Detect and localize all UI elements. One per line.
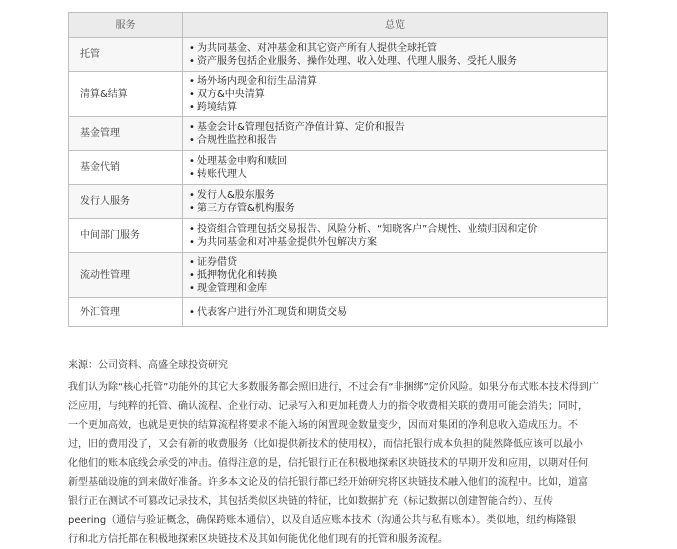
bullet-item [189, 168, 607, 181]
bullet-item [189, 42, 607, 55]
bullet-text: 第三方存管&机构服务 [197, 202, 295, 214]
table-header-row [69, 13, 608, 38]
service-overview [183, 253, 608, 298]
bullet-icon: • [189, 121, 195, 133]
service-overview [183, 219, 608, 253]
bullet-item [189, 269, 607, 282]
service-overview [183, 38, 608, 72]
bullet-item [189, 101, 607, 114]
service-name: 外汇管理 [69, 298, 183, 327]
bullet-icon: • [189, 306, 195, 318]
bullet-item [189, 155, 607, 168]
bullet-icon: • [189, 189, 195, 201]
paragraph-line: 我们认为除“核心托管”功能外的其它大多数服务都会照旧进行，不过会有“非捆绑”定价风险。如果分布式账本技术得到广 [68, 382, 599, 393]
bullet-text: 转账代理人 [197, 168, 247, 180]
bullet-icon: • [189, 101, 195, 113]
service-name: 基金代销 [69, 151, 183, 185]
bullet-item [189, 75, 607, 88]
table-row [69, 253, 608, 298]
bullet-icon: • [189, 236, 195, 248]
paragraph-line: 一个更加高效，也就是更快的结算流程将要求不能入场的闲置现金数量变少，因而对集团的净利息收入造成压力。不 [68, 420, 578, 431]
header-service: 服务 [69, 13, 183, 38]
bullet-text: 发行人&股东服务 [197, 189, 275, 201]
service-name: 清算&结算 [69, 72, 183, 117]
table-row [69, 219, 608, 253]
bullet-text: 资产服务包括企业服务、操作处理、收入处理、代理人服务、受托人服务 [197, 55, 517, 67]
bullet-text: 为共同基金、对冲基金和其它资产所有人提供全球托管 [197, 42, 437, 54]
bullet-icon: • [189, 155, 195, 167]
bullet-text: 双方&中央清算 [197, 88, 265, 100]
bullet-text: 抵押物优化和转换 [197, 269, 277, 281]
service-overview [183, 117, 608, 151]
paragraph-line: 化他们的账本底线会承受的冲击。值得注意的是，信托银行正在积极地探索区块链技术的早期开发和应用，以期对任何 [68, 458, 588, 469]
bullet-icon: • [189, 75, 195, 87]
service-name: 发行人服务 [69, 185, 183, 219]
bullet-item [189, 306, 607, 319]
paragraph-line: 泛应用，与纯粹的托管、确认流程、企业行动、记录写入和更加耗费人力的指令收费相关联的费用可能会消失；同时， [68, 401, 588, 412]
service-overview [183, 185, 608, 219]
bullet-item [189, 202, 607, 215]
bullet-icon: • [189, 256, 195, 268]
service-overview [183, 72, 608, 117]
bullet-item [189, 55, 607, 68]
table-row [69, 72, 608, 117]
bullet-icon: • [189, 168, 195, 180]
table-row [69, 38, 608, 72]
service-name: 中间部门服务 [69, 219, 183, 253]
bullet-icon: • [189, 223, 195, 235]
table-row [69, 298, 608, 327]
bullet-item [189, 88, 607, 101]
bullet-text: 投资组合管理包括交易报告、风险分析、“知晓客户”合规性、业绩归因和定价 [197, 223, 538, 235]
bullet-icon: • [189, 202, 195, 214]
bullet-icon: • [189, 269, 195, 281]
bullet-icon: • [189, 282, 195, 294]
paragraph-line: 银行正在测试不可篡改记录技术，其包括类似区块链的特征，比如数据扩充（标记数据以创建智能合约）、互传 [68, 496, 553, 507]
bullet-icon: • [189, 42, 195, 54]
paragraph-line: 行和北方信托都在积极地探索区块链技术及其如何能优化他们现有的托管和服务流程。 [68, 534, 448, 545]
bullet-text: 跨境结算 [197, 101, 237, 113]
bullet-text: 场外场内现金和衍生品清算 [197, 75, 317, 87]
bullet-text: 基金会计&管理包括资产净值计算、定价和报告 [197, 121, 405, 133]
bullet-item [189, 134, 607, 147]
body-paragraph [68, 378, 610, 549]
services-table [68, 12, 608, 327]
bullet-icon: • [189, 55, 195, 67]
service-overview [183, 298, 608, 327]
paragraph-line: peering（通信与验证概念，确保跨账本通信），以及自适应账本技术（沟通公共与私有账本）。类似地，纽约梅隆银 [68, 515, 577, 526]
service-name: 基金管理 [69, 117, 183, 151]
header-overview: 总览 [183, 13, 608, 38]
table-row [69, 117, 608, 151]
bullet-text: 证券借贷 [197, 256, 237, 268]
bullet-item [189, 189, 607, 202]
bullet-text: 代表客户进行外汇现货和期货交易 [197, 306, 347, 318]
table-row [69, 185, 608, 219]
bullet-item [189, 256, 607, 269]
service-name: 流动性管理 [69, 253, 183, 298]
paragraph-line: 过，旧的费用没了，又会有新的收费服务（比如提供新技术的使用权），而信托银行成本负担的陡然降低应该可以最小 [68, 439, 583, 450]
service-name: 托管 [69, 38, 183, 72]
bullet-text: 合规性监控和报告 [197, 134, 277, 146]
source-note: 来源：公司资料、高盛全球投资研究 [68, 360, 228, 371]
service-overview [183, 151, 608, 185]
bullet-text: 现金管理和金库 [197, 282, 267, 294]
paragraph-line: 新型基础设施的到来做好准备。许多本文论及的信托银行都已经开始研究将区块链技术融入他们的流程中。比如，道富 [68, 477, 588, 488]
bullet-item [189, 223, 607, 236]
bullet-icon: • [189, 134, 195, 146]
bullet-icon: • [189, 88, 195, 100]
bullet-text: 处理基金申购和赎回 [197, 155, 287, 167]
bullet-item [189, 236, 607, 249]
bullet-item [189, 121, 607, 134]
bullet-item [189, 282, 607, 295]
bullet-text: 为共同基金和对冲基金提供外包解决方案 [197, 236, 377, 248]
table-row [69, 151, 608, 185]
